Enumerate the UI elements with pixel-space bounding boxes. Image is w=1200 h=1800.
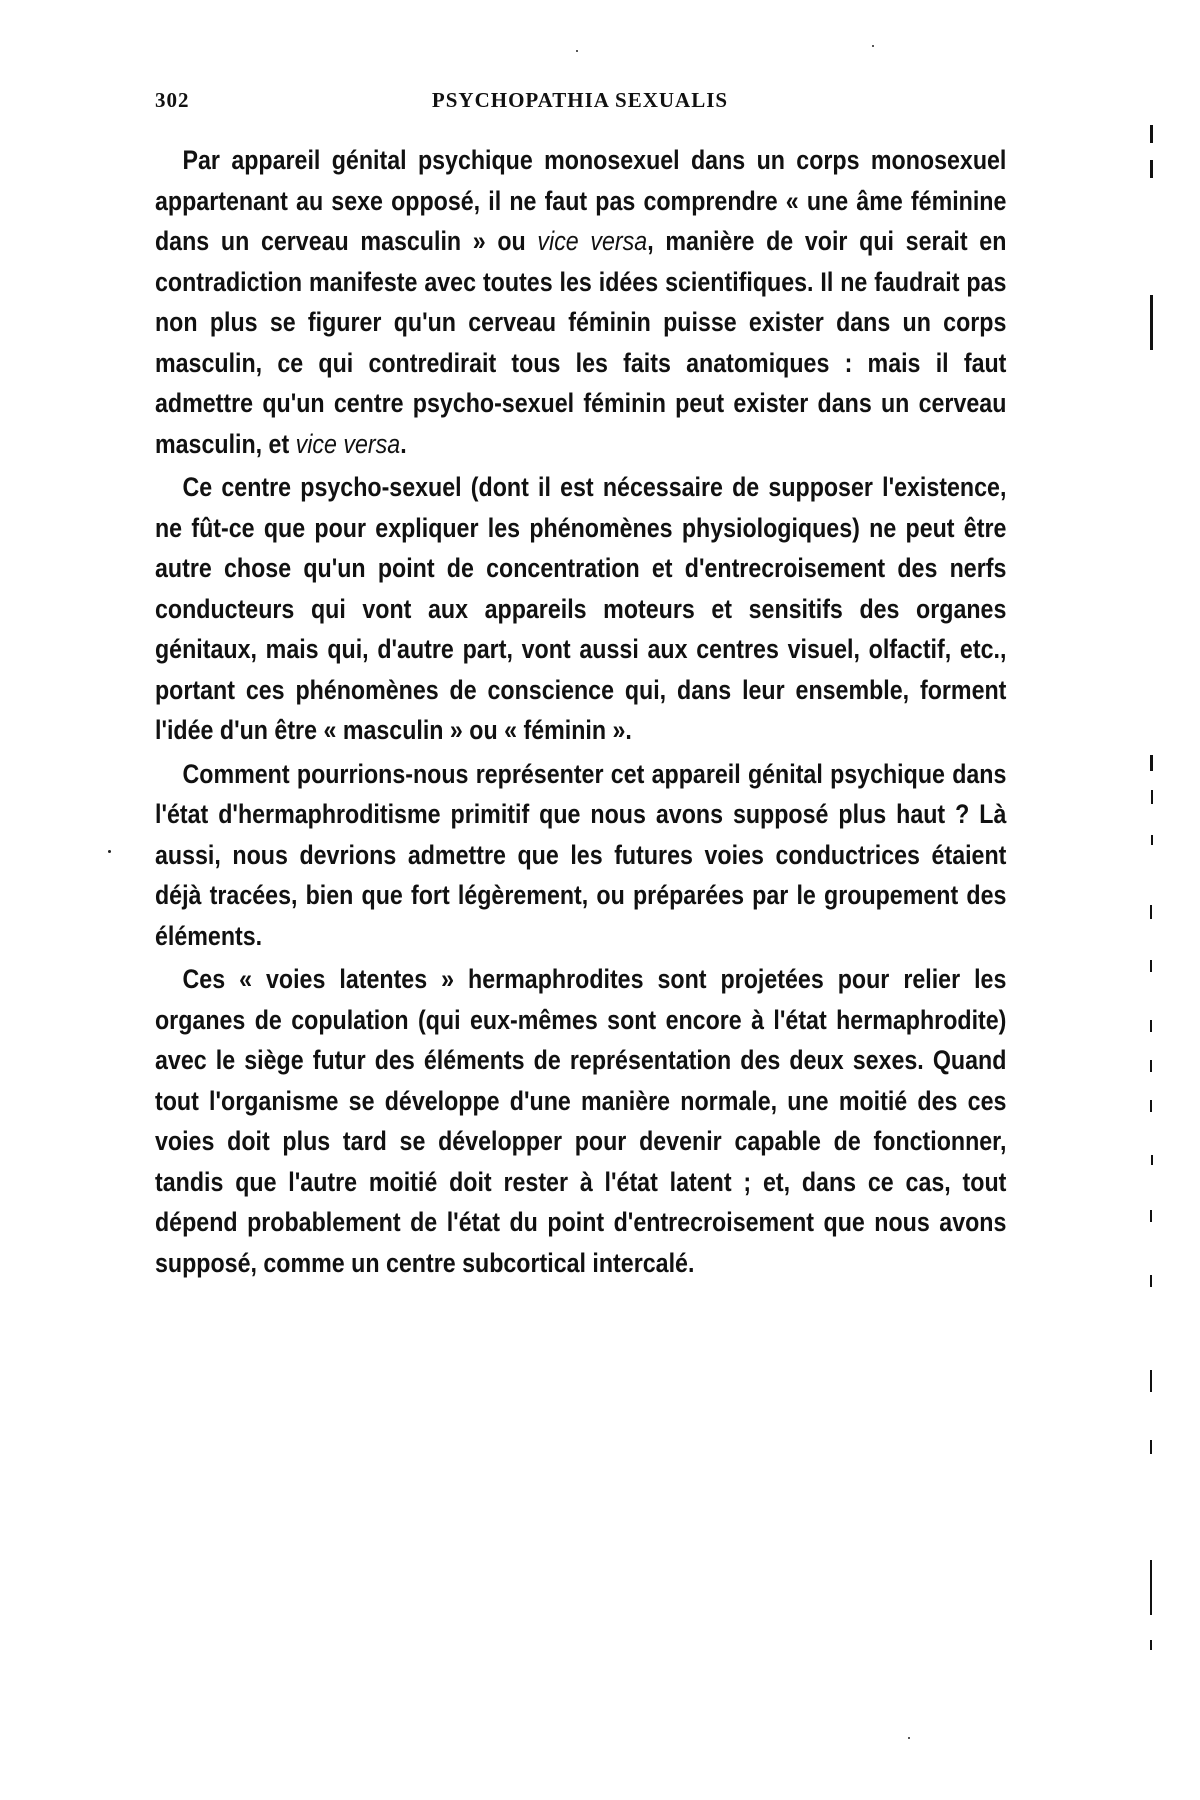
scan-artifact-mark bbox=[1150, 1275, 1152, 1287]
scan-artifact-mark bbox=[1150, 125, 1153, 143]
scan-artifact-mark bbox=[1150, 1560, 1152, 1615]
scan-artifact-mark bbox=[1150, 905, 1152, 919]
paragraph-3: Comment pourrions-nous représenter cet appareil génital psychique dans l'état d'hermaphroditisme primitif que nous avons supposé plus haut ? Là aussi, nous devrions admettre que les futures voies conductrices étaient déjà tracées, bien que fort légèrement, ou préparées par le groupement des éléments. bbox=[155, 758, 1007, 951]
scan-artifact-mark bbox=[1150, 1640, 1152, 1650]
paragraph-2: Ce centre psycho-sexuel (dont il est nécessaire de supposer l'existence, ne fût-ce que pour expliquer les phénomènes physiologiques) ne peut être autre chose qu'un point de concentration et d'entrecroisement des nerfs conducteurs qui vont aux appareils moteurs et sensitifs des organes génitaux, mais qui, d'autre part, vont aussi aux centres visuel, olfactif, etc., portant ces phénomènes de conscience qui, dans leur ensemble, forment l'idée d'un être « masculin » ou « féminin ». bbox=[155, 472, 1007, 745]
scan-artifact-dot bbox=[908, 1737, 910, 1739]
page-body bbox=[155, 140, 1007, 1286]
italic-text: vice versa bbox=[537, 226, 648, 256]
scan-artifact-dot bbox=[108, 850, 111, 853]
scan-artifact-mark bbox=[1150, 295, 1153, 350]
paragraph-text: . bbox=[400, 428, 407, 459]
scan-artifact-mark bbox=[1151, 835, 1153, 845]
scan-artifact-dot bbox=[872, 45, 874, 47]
paragraph-1 bbox=[155, 140, 1006, 464]
scan-artifact-mark bbox=[1150, 960, 1152, 972]
scan-artifact-dot bbox=[576, 50, 578, 52]
scan-artifact-mark bbox=[1151, 790, 1153, 804]
running-title: PSYCHOPATHIA SEXUALIS bbox=[431, 88, 729, 112]
scan-artifact-mark bbox=[1151, 1155, 1153, 1165]
scan-artifact-mark bbox=[1150, 755, 1153, 771]
scan-artifact-mark bbox=[1150, 1440, 1152, 1454]
page-header bbox=[155, 88, 1005, 118]
scan-artifact-mark bbox=[1150, 1060, 1152, 1072]
paragraph-4: Ces « voies latentes » hermaphrodites sont projetées pour relier les organes de copulation (qui eux-mêmes sont encore à l'état hermaphrodite) avec le siège futur des éléments de représentation des deux sexes. Quand tout l'organisme se développe d'une manière normale, une moitié des ces voies doit plus tard se développer pour devenir capable de fonctionner, tandis que l'autre moitié doit rester à l'état latent ; et, dans ce cas, tout dépend probablement de l'état du point d'entrecroisement que nous avons supposé, comme un centre subcortical intercalé. bbox=[155, 964, 1007, 1278]
scan-artifact-mark bbox=[1150, 1100, 1152, 1112]
paragraph-text: Par appareil génital psychique monosexuel dans un corps monosexuel appartenant au sexe opposé, il ne faut pas comprendre « une âme féminine dans un cerveau masculin » ou bbox=[155, 145, 1007, 256]
page-number: 302 bbox=[155, 88, 190, 112]
italic-text: vice versa bbox=[295, 428, 401, 459]
scan-artifact-mark bbox=[1150, 1020, 1152, 1032]
paragraph-text: , manière de voir qui serait en contradiction manifeste avec toutes les idées scientifiques. Il ne faudrait pas non plus se figurer qu'un cerveau féminin puisse exister dans un corps masculin, ce qui contredirait tous les faits anatomiques : mais il faut admettre qu'un centre psycho-sexuel féminin peut exister dans un cerveau masculin, et bbox=[155, 226, 1007, 459]
scan-artifact-mark bbox=[1150, 160, 1153, 178]
scan-artifact-mark bbox=[1150, 1210, 1152, 1222]
scan-artifact-mark bbox=[1150, 1370, 1152, 1392]
